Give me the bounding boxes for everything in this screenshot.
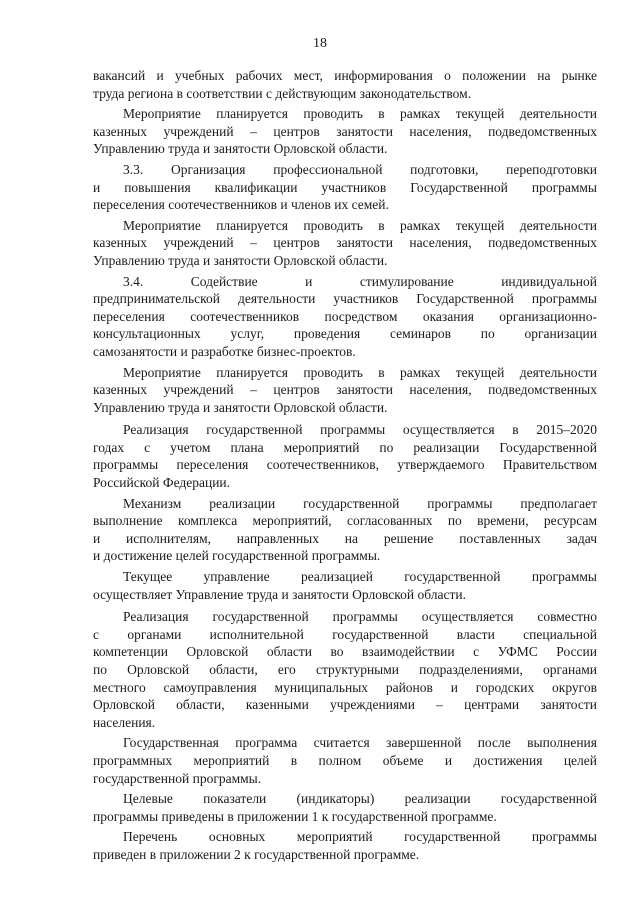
paragraph-line: вакансий и учебных рабочих мест, информирования о положении на рынке: [93, 68, 597, 83]
paragraph-line: Реализация государственной программы осуществляется в 2015–2020: [123, 422, 597, 438]
paragraph-line: выполнение комплекса мероприятий, согласованных по времени, ресурсам: [93, 513, 597, 529]
paragraph: [93, 105, 597, 158]
paragraph-line: и достижение целей государственной программы.: [93, 548, 381, 564]
paragraph-line: программы переселения соотечественников, утверждаемого Правительством: [93, 457, 597, 473]
paragraph-line: труда региона в соответствии с действующим законодательством.: [93, 85, 472, 101]
paragraph-line: Российской Федерации.: [93, 475, 231, 491]
paragraph-line: Государственная программа считается завершенной после выполнения: [123, 735, 597, 751]
paragraph-line: Целевые показатели (индикаторы) реализации государственной: [123, 791, 597, 807]
paragraph: [93, 364, 597, 417]
paragraph-line: Мероприятие планируется проводить в рамках текущей деятельности: [123, 364, 597, 380]
paragraph-line: 3.3. Организация профессиональной подготовки, переподготовки: [123, 161, 597, 177]
paragraph-line: приведен в приложении 2 к государственной программе.: [93, 846, 420, 862]
paragraph-line: программных мероприятий в полном объеме и достижения целей: [93, 752, 597, 768]
paragraph-line: Управлению труда и занятости Орловской области.: [93, 399, 388, 415]
paragraph: [93, 790, 597, 825]
paragraph-line: казенных учреждений – центров занятости населения, подведомственных: [93, 382, 597, 398]
paragraph-line: Перечень основных мероприятий государственной программы: [123, 829, 597, 845]
paragraph-line: и повышения квалификации участников Государственной программы: [93, 179, 597, 195]
paragraph: [93, 67, 597, 102]
paragraph: [93, 828, 597, 863]
paragraph-line: с органами исполнительной государственной власти специальной: [93, 626, 597, 642]
paragraph-line: переселения соотечественников посредством оказания организационно-: [93, 308, 597, 324]
paragraph-line: и исполнителям, направленных на решение поставленных задач: [93, 530, 597, 546]
paragraph-line: консультационных услуг, проведения семинаров по организации: [93, 326, 597, 342]
paragraph: [93, 608, 597, 731]
paragraph-line: казенных учреждений – центров занятости населения, подведомственных: [93, 235, 597, 251]
paragraph-line: Мероприятие планируется проводить в рамках текущей деятельности: [123, 217, 597, 233]
document-body: [93, 67, 597, 864]
paragraph-line: населения.: [93, 714, 156, 730]
paragraph-line: осуществляет Управление труда и занятости Орловской области.: [93, 586, 467, 602]
paragraph-line: по Орловской области, его структурными подразделениями, органами: [93, 662, 597, 677]
paragraph-line: переселения соотечественников и членов их семей.: [93, 197, 389, 213]
page-number: 18: [313, 36, 327, 51]
paragraph: [93, 734, 597, 787]
paragraph-line: казенных учреждений – центров занятости населения, подведомственных: [93, 123, 597, 139]
paragraph-line: компетенции Орловской области во взаимодействии с УФМС России: [93, 644, 597, 660]
paragraph-line: самозанятости и разработке бизнес-проектов.: [93, 343, 356, 359]
paragraph-line: Мероприятие планируется проводить в рамках текущей деятельности: [123, 106, 597, 122]
paragraph-line: местного самоуправления муниципальных районов и городских округов: [93, 679, 597, 695]
paragraph: [93, 495, 597, 565]
paragraph-line: программы приведены в приложении 1 к государственной программе.: [93, 808, 497, 824]
paragraph: [93, 568, 597, 603]
paragraph-line: Механизм реализации государственной программы предполагает: [123, 495, 597, 511]
paragraph-line: Реализация государственной программы осуществляется совместно: [123, 609, 597, 625]
paragraph-line: государственной программы.: [93, 770, 262, 786]
paragraph: [93, 273, 597, 361]
paragraph: [93, 421, 597, 491]
paragraph-line: Управлению труда и занятости Орловской области.: [93, 141, 388, 157]
paragraph-line: Орловской области, казенными учреждениями – центрами занятости: [93, 697, 597, 713]
paragraph-line: Текущее управление реализацией государственной программы: [123, 569, 597, 585]
paragraph: [93, 217, 597, 270]
paragraph-line: Управлению труда и занятости Орловской области.: [93, 252, 388, 268]
paragraph-line: предпринимательской деятельности участников Государственной программы: [93, 291, 597, 307]
paragraph-line: годах с учетом плана мероприятий по реализации Государственной: [93, 439, 597, 455]
paragraph-line: 3.4. Содействие и стимулирование индивидуальной: [123, 273, 597, 289]
paragraph: [93, 161, 597, 214]
